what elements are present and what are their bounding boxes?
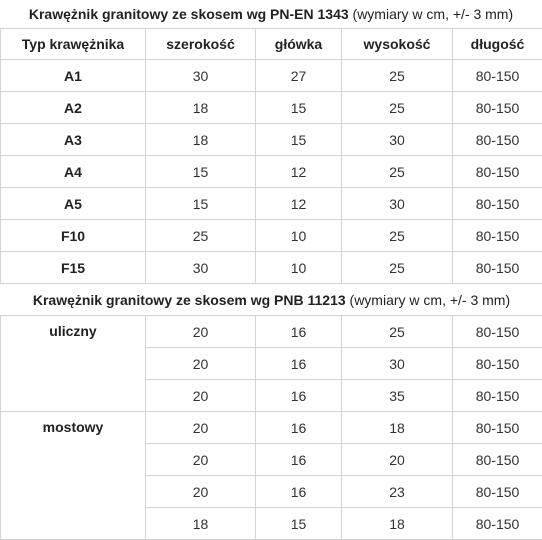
cell-height: 35 [342,380,453,412]
table-row [1,220,542,252]
cell-width: 20 [146,444,256,476]
cell-head: 15 [256,508,342,540]
table-row [1,316,542,348]
cell-head: 15 [256,92,342,124]
group-label-uliczny: uliczny [1,316,146,412]
cell-length: 80-150 [453,380,542,412]
cell-head: 12 [256,188,342,220]
cell-height: 23 [342,476,453,508]
table-row [1,92,542,124]
row-label: A4 [1,156,146,188]
row-label: A1 [1,60,146,92]
table-title-units: (wymiary w cm, +/- 3 mm) [349,6,514,22]
cell-width: 20 [146,380,256,412]
cell-head: 16 [256,476,342,508]
cell-length: 80-150 [453,156,542,188]
table-row [1,188,542,220]
cell-height: 25 [342,316,453,348]
cell-length: 80-150 [453,60,542,92]
cell-head: 12 [256,156,342,188]
cell-head: 16 [256,348,342,380]
cell-height: 30 [342,348,453,380]
section-title-units: (wymiary w cm, +/- 3 mm) [346,292,511,308]
section-title-main: Krawężnik granitowy ze skosem wg PNB 11213 [33,292,346,308]
table-row [1,124,542,156]
table-title-pn-en-1343 [0,0,542,28]
table-title-main: Krawężnik granitowy ze skosem wg PN-EN 1343 [29,6,349,22]
cell-width: 20 [146,316,256,348]
cell-head: 10 [256,252,342,284]
curb-dimensions-table [0,28,542,540]
cell-height: 25 [342,252,453,284]
cell-width: 15 [146,156,256,188]
section-title-row [1,284,542,316]
cell-length: 80-150 [453,476,542,508]
cell-width: 25 [146,220,256,252]
table-row [1,252,542,284]
cell-length: 80-150 [453,508,542,540]
cell-height: 20 [342,444,453,476]
cell-length: 80-150 [453,252,542,284]
cell-width: 15 [146,188,256,220]
cell-width: 18 [146,124,256,156]
cell-head: 16 [256,380,342,412]
cell-head: 27 [256,60,342,92]
cell-length: 80-150 [453,220,542,252]
cell-head: 15 [256,124,342,156]
group-label-mostowy: mostowy [1,412,146,540]
cell-length: 80-150 [453,188,542,220]
row-label: A3 [1,124,146,156]
cell-width: 30 [146,60,256,92]
cell-length: 80-150 [453,316,542,348]
cell-width: 20 [146,476,256,508]
cell-width: 18 [146,92,256,124]
row-label: F15 [1,252,146,284]
cell-length: 80-150 [453,348,542,380]
table-row [1,412,542,444]
header-head: główka [256,29,342,60]
cell-height: 25 [342,220,453,252]
header-width: szerokość [146,29,256,60]
header-length: długość [453,29,542,60]
header-height: wysokość [342,29,453,60]
cell-width: 30 [146,252,256,284]
row-label: F10 [1,220,146,252]
table-row [1,156,542,188]
cell-width: 18 [146,508,256,540]
cell-height: 18 [342,412,453,444]
cell-length: 80-150 [453,92,542,124]
cell-height: 30 [342,124,453,156]
header-type: Typ krawężnika [1,29,146,60]
cell-height: 30 [342,188,453,220]
cell-head: 16 [256,412,342,444]
row-label: A2 [1,92,146,124]
table-row [1,60,542,92]
table-title-pnb-11213 [1,284,542,316]
cell-width: 20 [146,348,256,380]
cell-head: 16 [256,316,342,348]
cell-height: 25 [342,156,453,188]
row-label: A5 [1,188,146,220]
cell-height: 25 [342,60,453,92]
cell-width: 20 [146,412,256,444]
cell-height: 25 [342,92,453,124]
cell-length: 80-150 [453,444,542,476]
header-row [1,29,542,60]
cell-length: 80-150 [453,124,542,156]
cell-head: 10 [256,220,342,252]
cell-head: 16 [256,444,342,476]
cell-height: 18 [342,508,453,540]
cell-length: 80-150 [453,412,542,444]
